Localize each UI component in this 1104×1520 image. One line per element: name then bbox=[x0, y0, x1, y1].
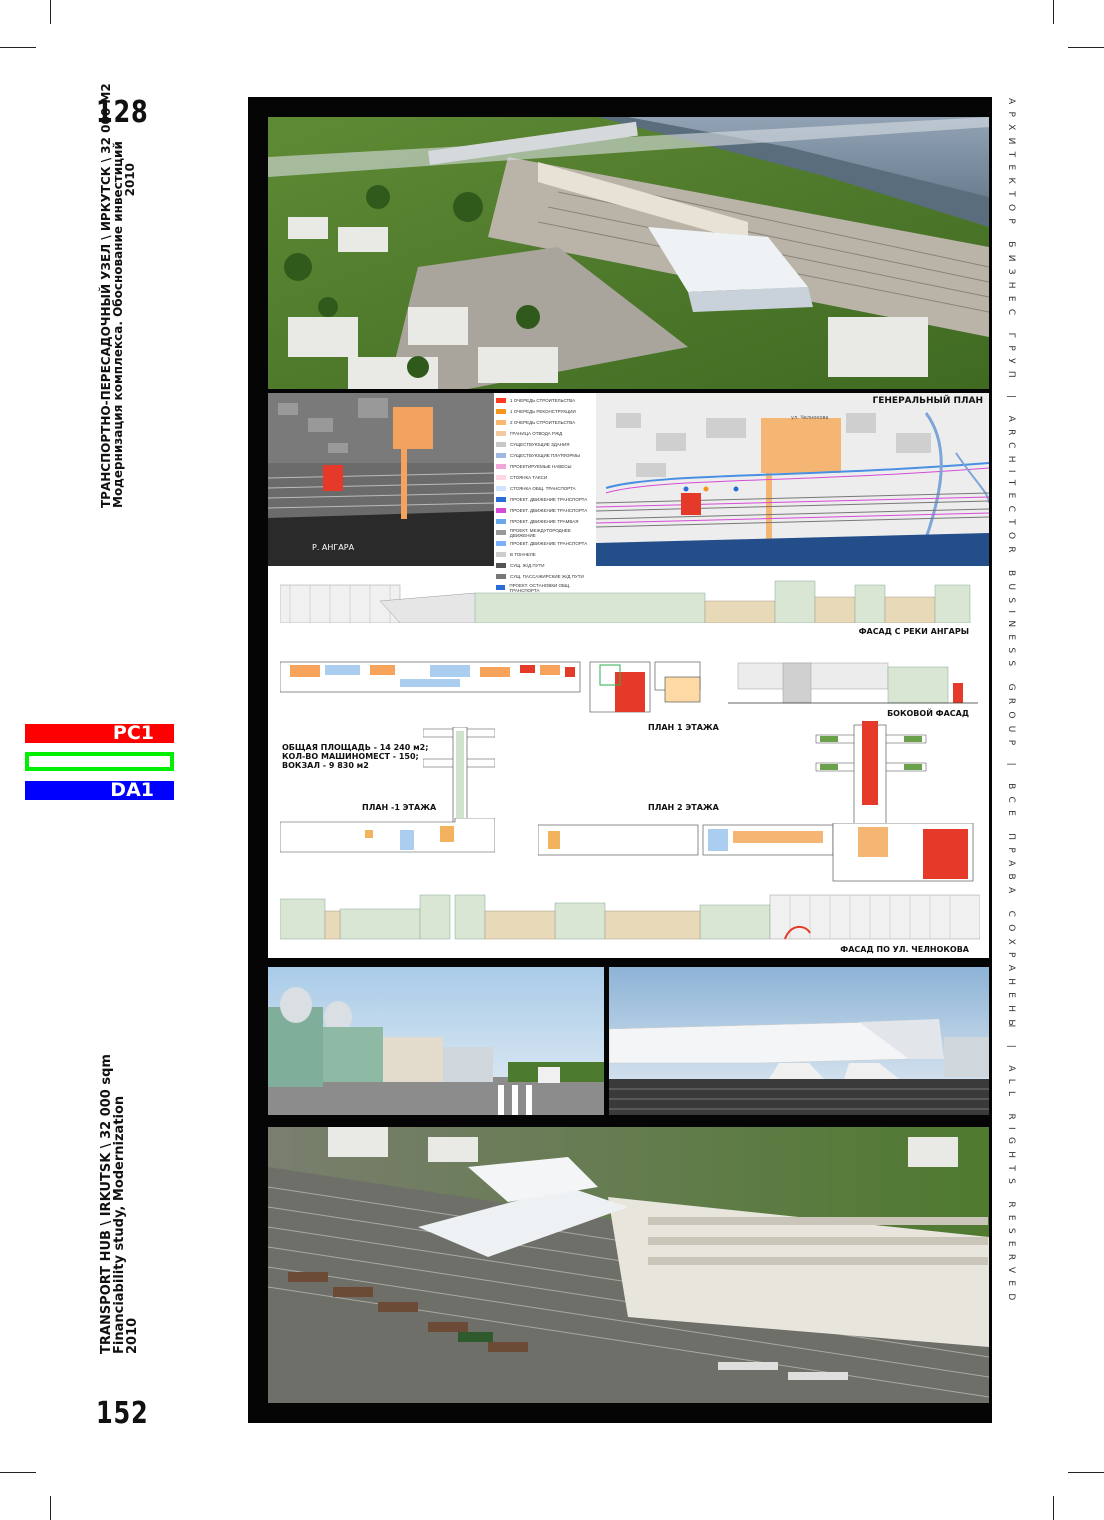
legend-label: СТОЯНКА ТАКСИ bbox=[510, 475, 548, 480]
tag-da1-label: DA1 bbox=[110, 779, 154, 801]
master-plan-title: ГЕНЕРАЛЬНЫЙ ПЛАН bbox=[872, 396, 983, 406]
legend-item bbox=[496, 538, 596, 549]
legend-item bbox=[496, 395, 596, 406]
legend-swatch bbox=[496, 475, 506, 480]
crop-mark bbox=[1068, 47, 1104, 48]
tag-da1 bbox=[25, 781, 174, 800]
master-plan bbox=[596, 393, 989, 566]
page-number-top: 128 bbox=[96, 95, 149, 130]
tag-pc1 bbox=[25, 724, 174, 743]
legend-item bbox=[496, 417, 596, 428]
area-stats bbox=[282, 743, 428, 770]
site-photo bbox=[268, 393, 494, 566]
legend-swatch bbox=[496, 442, 506, 447]
legend-label: ГРАНИЦА ОТВОДА РЖД bbox=[510, 431, 563, 436]
legend-swatch bbox=[496, 398, 506, 403]
legend-swatch bbox=[496, 420, 506, 425]
legend-label: В ТОННЕЛЕ bbox=[510, 552, 536, 557]
legend-label: СУЩЕСТВУЮЩИЕ ЗДАНИЯ bbox=[510, 442, 570, 447]
title-en-year: 2010 bbox=[125, 1317, 140, 1354]
street-label: ул. Челнокова bbox=[791, 415, 829, 421]
legend-swatch bbox=[496, 464, 506, 469]
title-en-line1: TRANSPORT HUB \ IRKUTSK \ 32 000 sqm bbox=[99, 1054, 114, 1354]
street-view-render bbox=[268, 967, 604, 1115]
legend-label: ПРОЕКТ. ДВИЖЕНИЕ ТРАНСПОРТА bbox=[510, 541, 588, 546]
legend bbox=[496, 395, 596, 593]
legend-swatch bbox=[496, 519, 506, 524]
stat-total-area: ОБЩАЯ ПЛОЩАДЬ - 14 240 м2; bbox=[282, 743, 429, 752]
legend-item bbox=[496, 450, 596, 461]
legend-item bbox=[496, 428, 596, 439]
legend-label: 1 ОЧЕРЕДЬ СТРОИТЕЛЬСТВА bbox=[510, 398, 576, 403]
page-number-bottom: 152 bbox=[96, 1396, 149, 1431]
stat-parking: КОЛ-ВО МАШИНОМЕСТ - 150; bbox=[282, 752, 419, 761]
crop-mark bbox=[50, 1496, 51, 1520]
tag-middle bbox=[25, 752, 174, 771]
crop-mark bbox=[1053, 1496, 1054, 1520]
crop-mark bbox=[1053, 0, 1054, 24]
plan-floor1-drawing bbox=[280, 657, 710, 717]
aerial-render-bottom bbox=[268, 1127, 989, 1403]
legend-swatch bbox=[496, 508, 506, 513]
legend-swatch bbox=[496, 541, 506, 546]
legend-label: ПРОЕКТ. МЕЖДУГОРОДНЕЕ ДВИЖЕНИЕ bbox=[509, 527, 571, 538]
legend-item bbox=[496, 406, 596, 417]
legend-label: ПРОЕКТ. ДВИЖЕНИЕ ТРАНСПОРТА bbox=[510, 497, 588, 502]
legend-item bbox=[496, 516, 596, 527]
river-label: Р. АНГАРА bbox=[312, 543, 355, 552]
legend-label: 2 ОЧЕРЕДЬ СТРОИТЕЛЬСТВА bbox=[510, 420, 576, 425]
legend-swatch bbox=[496, 486, 506, 491]
facade-street-drawing bbox=[280, 889, 980, 941]
legend-swatch bbox=[496, 530, 506, 535]
aerial-render-top bbox=[268, 117, 989, 389]
facade-street-label: ФАСАД ПО УЛ. ЧЕЛНОКОВА bbox=[840, 945, 969, 954]
side-facade-label: БОКОВОЙ ФАСАД bbox=[887, 709, 969, 718]
legend-item bbox=[496, 505, 596, 516]
legend-label: ПРОЕКТ. ОСТАНОВКИ ОБЩ. ТРАНСПОРТА bbox=[509, 582, 571, 593]
legend-label: СУЩ. ПАССАЖИРСКИЕ Ж/Д ПУТИ bbox=[510, 574, 584, 579]
legend-label: ПРОЕКТИРУЕМЫЕ НАВЕСЫ bbox=[510, 464, 572, 469]
canopy-render bbox=[609, 967, 989, 1115]
facade-river-label: ФАСАД С РЕКИ АНГАРЫ bbox=[858, 627, 969, 636]
legend-item bbox=[496, 494, 596, 505]
legend-swatch bbox=[496, 409, 506, 414]
facade-river-drawing bbox=[280, 573, 980, 623]
plan-floor2-drawing bbox=[538, 823, 978, 883]
legend-label: СТОЯНКА ОБЩ. ТРАНСПОРТА bbox=[510, 486, 576, 491]
legend-item bbox=[496, 461, 596, 472]
legend-swatch bbox=[496, 563, 506, 568]
legend-item bbox=[496, 439, 596, 450]
legend-label: СУЩЕСТВУЮЩИЕ ПЛАТФОРМЫ bbox=[510, 453, 581, 458]
legend-label: ПРОЕКТ. ДВИЖЕНИЕ ТРАМВАЯ bbox=[510, 519, 579, 524]
side-copyright-text: АРХИТЕКТОР БИЗНЕС ГРУП | ARCHITECTOR BUSINESS GROUP | ВСЕ ПРАВА СОХРАНЕНЫ | ALL RIGHTS RESERVED bbox=[1006, 98, 1016, 1308]
legend-item bbox=[496, 549, 596, 560]
crop-mark bbox=[0, 47, 36, 48]
legend-label: ПРОЕКТ. ДВИЖЕНИЕ ТРАНСПОРТА bbox=[510, 508, 588, 513]
legend-label: 1 ОЧЕРЕДЬ РЕКОНСТРУКЦИИ bbox=[510, 409, 576, 414]
crop-mark bbox=[1068, 1472, 1104, 1473]
legend-item bbox=[496, 472, 596, 483]
legend-swatch bbox=[496, 497, 506, 502]
legend-item bbox=[496, 527, 596, 538]
title-en-line2: Financiability study, Modernization bbox=[112, 1095, 127, 1354]
title-ru-line2: Модернизация комплекса. Обоснование инвестиций bbox=[111, 141, 125, 508]
stat-station: ВОКЗАЛ - 9 830 м2 bbox=[282, 761, 369, 770]
title-ru-year: 2010 bbox=[123, 163, 137, 197]
legend-item bbox=[496, 560, 596, 571]
legend-label: СУЩ. Ж/Д ПУТИ bbox=[510, 563, 545, 568]
legend-swatch bbox=[496, 431, 506, 436]
tag-pc1-label: PC1 bbox=[112, 722, 154, 744]
plan-floor2-label: ПЛАН 2 ЭТАЖА bbox=[648, 803, 719, 812]
technical-sheet bbox=[268, 393, 989, 958]
legend-swatch bbox=[496, 552, 506, 557]
poster-sheet bbox=[248, 97, 992, 1423]
title-en bbox=[99, 1054, 140, 1354]
plan-minus1-label: ПЛАН -1 ЭТАЖА bbox=[362, 803, 437, 812]
title-ru-line1: ТРАНСПОРТНО-ПЕРЕСАДОЧНЫЙ УЗЕЛ \ ИРКУТСК \ 32 000 М2 bbox=[99, 83, 113, 508]
crop-mark bbox=[0, 1472, 36, 1473]
legend-item bbox=[496, 483, 596, 494]
legend-swatch bbox=[496, 453, 506, 458]
plan-floor1-label: ПЛАН 1 ЭТАЖА bbox=[648, 723, 719, 732]
side-facade-drawing bbox=[728, 659, 978, 709]
crop-mark bbox=[50, 0, 51, 24]
plan-minus1-drawing bbox=[280, 818, 495, 858]
